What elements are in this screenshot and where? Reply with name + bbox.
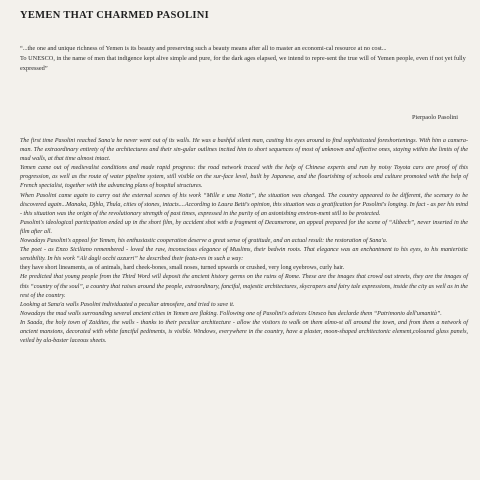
page-title: YEMEN THAT CHARMED PASOLINI [20, 10, 210, 21]
body-paragraph: Yemen came out of medievalist conditions and made rapid progress: the road network traced with the help of Chinese experts and run by noisy Toyota cars are proof of this progression, as well as the route of water pipeline system, still visible on the sur-face level, built by Japanese, and the flourishing of schools and culture promoted with the help of French specialist, together with the advancing plans of hospital structures. [20, 165, 468, 190]
intro-quote [20, 44, 466, 74]
body-paragraph: The first time Pasolini reached Sana'a he never went out of its walls. He was a bashful silent man, casting his eyes around to find sophisticated foreshortenings. With him a camera-man. The extraordinary entirety of the architectures and their sin-gular outlines incited him to short sequences of most of unknown and affective ones, staying within the limits of the mud walls, at that time almost intact. [20, 138, 468, 163]
article-body [20, 137, 468, 346]
quote-paragraph: To UNESCO, in the name of men that indigence kept alive simple and pure, for the dark ages elapsed, we intend to repre-sent the true will of Yemen people, even if not yet fully expressed” [20, 55, 466, 72]
quote-paragraph: “...the one and unique richness of Yemen is its beauty and preserving such a beauty means after all to master an economi-cal resource at no cost... [20, 45, 387, 52]
body-paragraph: The poet - as Enzo Siciliano remembered - loved the raw, inconscious elegance of Muslims, their bedwin roots. That elegance was an enchantment to his eyes, to his manieristic sensibility. In his work “Ali dagli occhi azzurri” he described their featu-res in such a way: [20, 247, 468, 263]
quote-author: Pierpaolo Pasolini [412, 114, 458, 121]
body-paragraph: Pasolini's ideological participation ended up in the short film, by accident shot with a fragment of Decamerone, an appeal prepared for the scene of “Altbech”, never inserted in the film after all. [20, 219, 468, 235]
body-paragraph: When Pasolini came again to carry out the external scenes of his work “Mille e una Notte”, the situation was changed. The country appeared to be different, the scenary to be discovered again...Manaka, Djbla, Thula, cities of stones, intacts....According to Laura Betti's opinion, this situation was a gratification for Pasolini's longing. In fact - as per his mind - this situation was the origin of the revolutionary strength of past times, expressed in the purity of an astonishing environ-ment still to be protected. [20, 192, 468, 217]
body-paragraph: Nowadays Pasolini's appeal for Yemen, his enthusiastic cooperation deserve a great sense of gratitude, and an actual result: the restoration of Sana'a. [20, 238, 388, 245]
body-paragraph: Looking at Sana'a walls Pasolini individuated a peculiar atmosfere, and tried to save it. [20, 301, 235, 308]
body-paragraph: He predicted that young people from the Third Word will deposit the ancient history germs on the ruins of Rome. These are the images that crowd out streets, they are the images of this “country of the soul”, a country that raises around the people, extraordinary, fanciful, majestic architectures, skycrapers and fairy tale expressions, inside the city as well as in the rest of the country. [20, 274, 468, 299]
body-paragraph: In Saada, the holy town of Zaidites, the walls - thanks to their peculiar architecture - allow the visitors to walk on them almo-st all around the town, and from them a network of ancient mansions, decorated with white fanciful pediments, is visible. Windows, everywhere in the country, have a plaster, moon-shaped architectonic element,coloured glass panels, veiled by ala-baster laceous sheets. [20, 319, 468, 345]
body-paragraph: Nowadays the mud walls surrounding several ancient cities in Yemen are flaking. Following one of Pasolini's advices Unesco has declarde them “Patrimonio dell'umanità”. [20, 310, 442, 317]
body-paragraph: they have short lineaments, as of animals, hard cheek-bones, small noses, turned upwards or crushed, very long eyebrows, curly hair. [20, 265, 345, 272]
